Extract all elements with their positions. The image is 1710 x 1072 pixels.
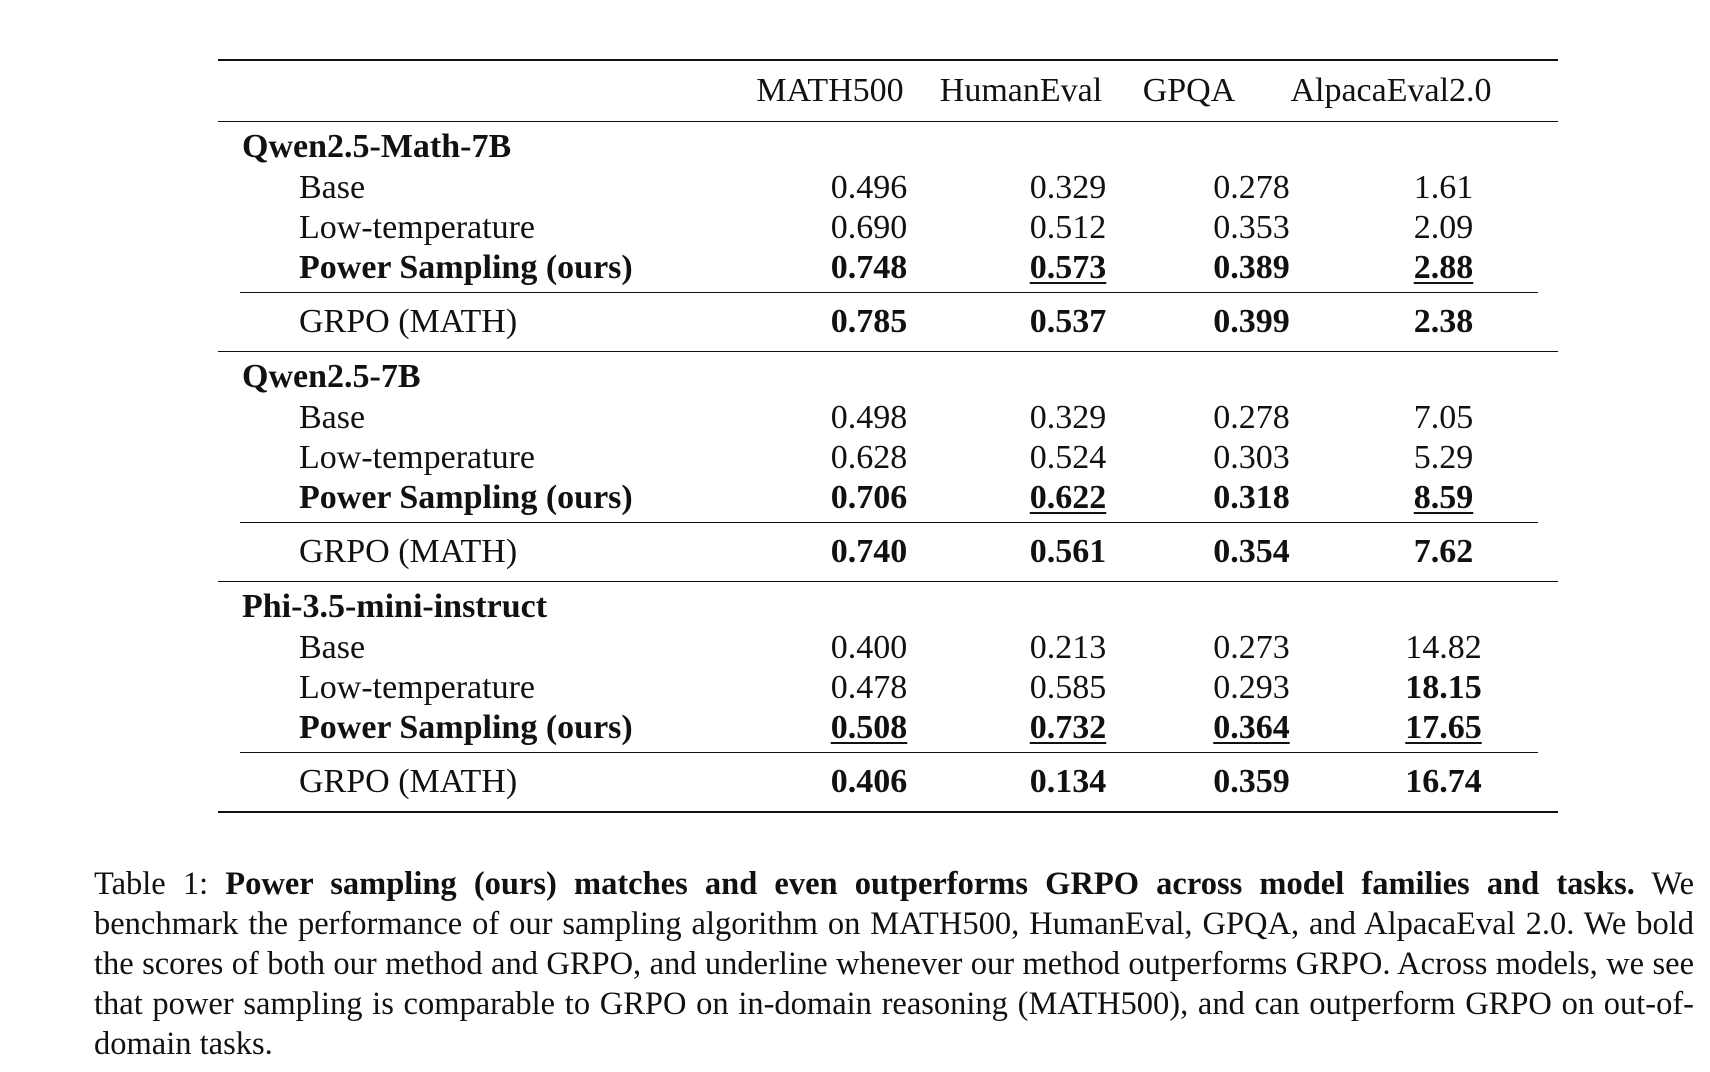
row-label: Base [299,629,366,666]
row-label: GRPO (MATH) [299,763,518,800]
row-label: Power Sampling (ours) [299,709,633,746]
row-label: Power Sampling (ours) [299,479,633,516]
group-title-qwen: Qwen2.5-7B [242,358,421,395]
cell-humaneval: 0.512 [1029,209,1107,246]
column-header-gpqa: GPQA [1142,72,1236,109]
cell-math500: 0.496 [830,169,908,206]
table-row [218,628,1558,668]
cell-gpqa: 0.353 [1213,209,1290,246]
row-label: GRPO (MATH) [299,533,518,570]
row-label: Base [299,399,366,436]
cell-math500: 0.498 [830,399,908,436]
table-row [218,208,1558,248]
cell-humaneval: 0.732 [1029,709,1107,746]
column-header-math500: MATH500 [756,72,904,109]
cell-humaneval: 0.573 [1029,249,1107,286]
table-row-ours [218,478,1558,518]
cell-alpacaeval: 2.88 [1413,249,1474,286]
cell-math500: 0.690 [830,209,908,246]
row-label: Low-temperature [299,669,535,706]
group-title-qwen-math: Qwen2.5-Math-7B [242,128,512,165]
cell-humaneval: 0.524 [1029,439,1107,476]
cell-math500: 0.785 [830,303,908,340]
column-header-alpacaeval: AlpacaEval2.0 [1290,72,1492,109]
table-row [218,168,1558,208]
table-caption [94,864,1694,1064]
results-table [218,59,1558,813]
cell-alpacaeval: 5.29 [1413,439,1474,476]
row-label: Low-temperature [299,439,535,476]
cell-alpacaeval: 14.82 [1405,629,1482,666]
cell-math500: 0.478 [830,669,908,706]
table-bottom-rule [218,811,1558,813]
cell-alpacaeval: 2.09 [1413,209,1474,246]
row-label: Low-temperature [299,209,535,246]
cell-humaneval: 0.213 [1029,629,1107,666]
cell-humaneval: 0.537 [1029,303,1107,340]
cell-gpqa: 0.389 [1213,249,1290,286]
table-row-ours [218,248,1558,288]
cell-gpqa: 0.364 [1213,709,1290,746]
cell-humaneval: 0.134 [1029,763,1107,800]
cell-humaneval: 0.585 [1029,669,1107,706]
column-header-humaneval: HumanEval [939,72,1103,109]
cell-math500: 0.706 [830,479,908,516]
caption-title: Power sampling (ours) matches and even outperforms GRPO across model families and tasks. [225,866,1635,902]
table-row [218,668,1558,708]
cell-gpqa: 0.273 [1213,629,1290,666]
cell-alpacaeval: 1.61 [1413,169,1474,206]
cell-gpqa: 0.303 [1213,439,1290,476]
caption-body: We benchmark the performance of our sampling algorithm on MATH500, HumanEval, GPQA, and AlpacaEval 2.0. We bold the scores of both our method and GRPO, and underline whenever our method outperforms GRPO. Across models, we see that power sampling is comparable to GRPO on in-domain reasoning (MATH500), and can outperform GRPO on out-of-domain tasks. [94,866,1694,1062]
table-row-grpo [218,293,1558,351]
table-row-ours [218,708,1558,748]
cell-math500: 0.748 [830,249,908,286]
cell-math500: 0.628 [830,439,908,476]
cell-math500: 0.400 [830,629,908,666]
cell-gpqa: 0.318 [1213,479,1290,516]
cell-gpqa: 0.293 [1213,669,1290,706]
cell-alpacaeval: 18.15 [1405,669,1482,706]
row-label: Power Sampling (ours) [299,249,633,286]
table-row-grpo [218,523,1558,581]
table-header-row [218,61,1558,121]
table-row [218,438,1558,478]
cell-gpqa: 0.399 [1213,303,1290,340]
cell-alpacaeval: 2.38 [1413,303,1474,340]
caption-label: Table 1: [94,866,209,902]
cell-humaneval: 0.329 [1029,169,1107,206]
cell-math500: 0.740 [830,533,908,570]
cell-humaneval: 0.622 [1029,479,1107,516]
cell-gpqa: 0.359 [1213,763,1290,800]
cell-alpacaeval: 7.62 [1413,533,1474,570]
cell-gpqa: 0.354 [1213,533,1290,570]
cell-alpacaeval: 7.05 [1413,399,1474,436]
cell-alpacaeval: 17.65 [1405,709,1482,746]
cell-math500: 0.406 [830,763,908,800]
cell-humaneval: 0.561 [1029,533,1107,570]
cell-alpacaeval: 8.59 [1413,479,1474,516]
row-label: Base [299,169,366,206]
cell-gpqa: 0.278 [1213,169,1290,206]
cell-humaneval: 0.329 [1029,399,1107,436]
table-row-grpo [218,753,1558,811]
table-row [218,398,1558,438]
cell-alpacaeval: 16.74 [1405,763,1482,800]
group-title-phi: Phi-3.5-mini-instruct [242,588,548,625]
cell-gpqa: 0.278 [1213,399,1290,436]
row-label: GRPO (MATH) [299,303,518,340]
cell-math500: 0.508 [830,709,908,746]
